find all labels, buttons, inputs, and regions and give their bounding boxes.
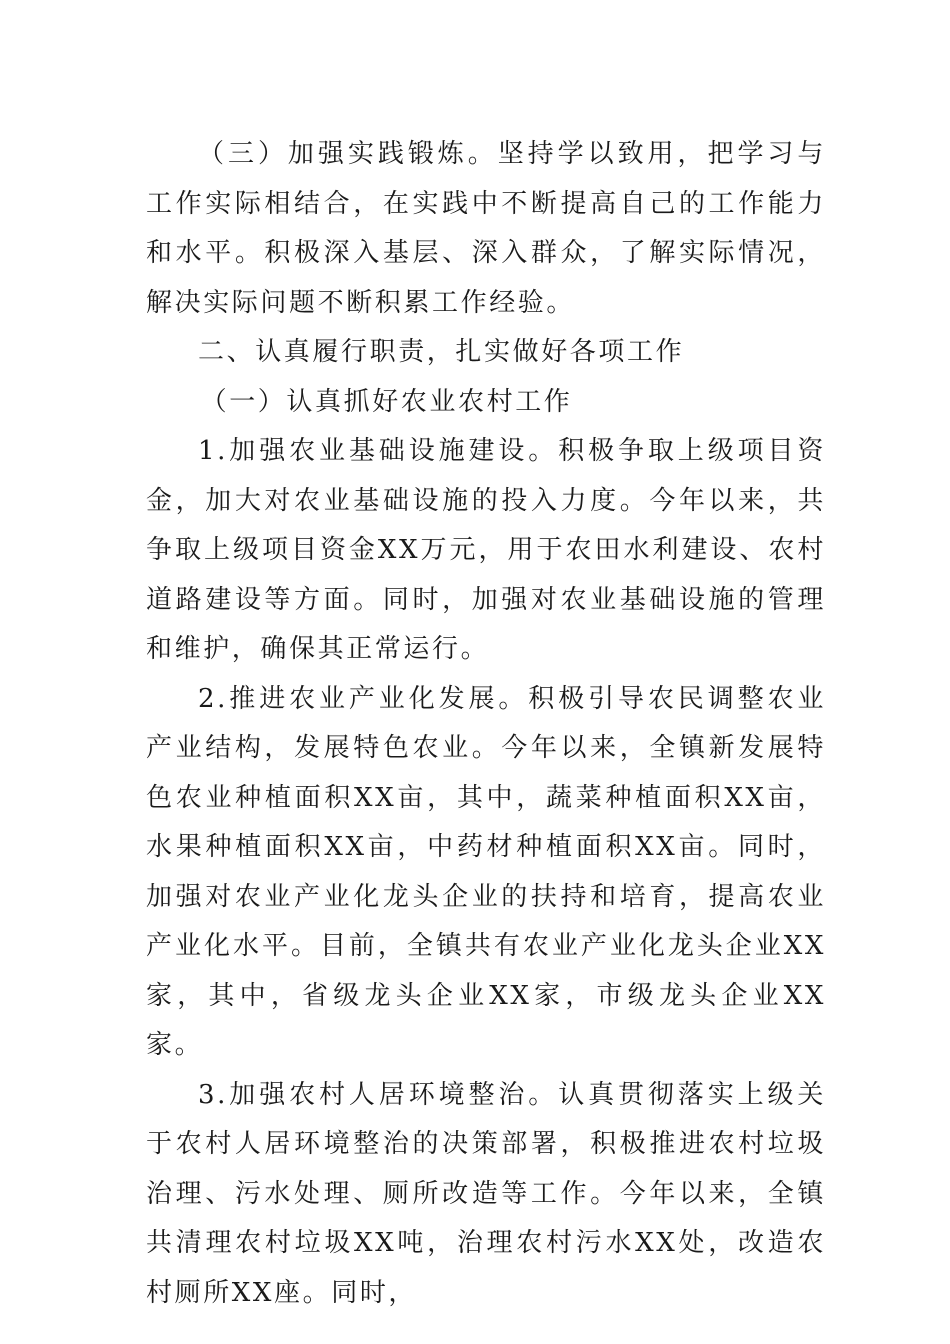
paragraph-practice-training: （三）加强实践锻炼。坚持学以致用，把学习与工作实际相结合，在实践中不断提高自己的工作能力和水平。积极深入基层、深入群众，了解实际情况，解决实际问题不断积累工作经验。 xyxy=(146,139,826,318)
paragraph-living-environment: 3.加强农村人居环境整治。认真贯彻落实上级关于农村人居环境整治的决策部署，积极推进农村垃圾治理、污水处理、厕所改造等工作。今年以来，全镇共清理农村垃圾XX吨，治理农村污水XX处，改造农村厕所XX座。同时， xyxy=(146,1079,826,1308)
subsection-heading-agriculture: （一）认真抓好农业农村工作 xyxy=(200,386,573,417)
document-body xyxy=(146,130,826,1318)
paragraph-infrastructure: 1.加强农业基础设施建设。积极争取上级项目资金，加大对农业基础设施的投入力度。今年以来，共争取上级项目资金XX万元，用于农田水利建设、农村道路建设等方面。同时，加强对农业基础设施的管理和维护，确保其正常运行。 xyxy=(146,436,826,664)
section-heading-duties: 二、认真履行职责，扎实做好各项工作 xyxy=(198,337,685,367)
paragraph-industrialization: 2.推进农业产业化发展。积极引导农民调整农业产业结构，发展特色农业。今年以来，全镇新发展特色农业种植面积XX亩，其中，蔬菜种植面积XX亩，水果种植面积XX亩，中药材种植面积XX亩。同时，加强对农业产业化龙头企业的扶持和培育，提高农业产业化水平。目前，全镇共有农业产业化龙头企业XX家，其中，省级龙头企业XX家，市级龙头企业XX家。 xyxy=(146,683,826,1060)
